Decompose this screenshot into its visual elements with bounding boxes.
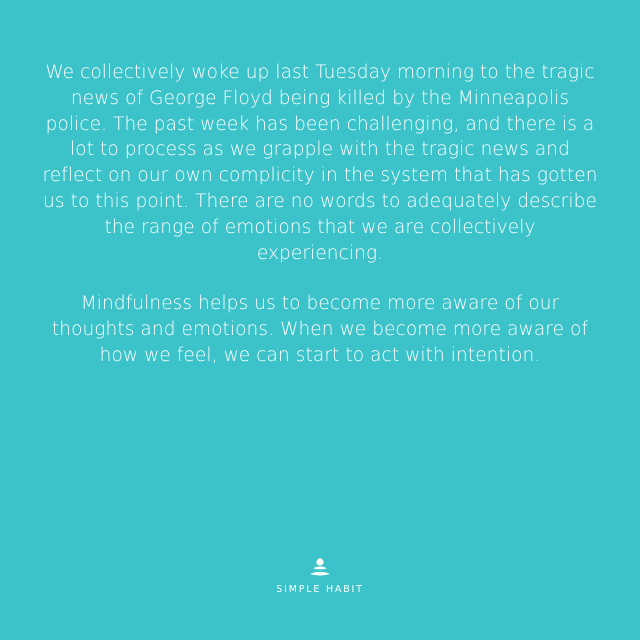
meditation-stones-icon: [308, 558, 332, 578]
simple-habit-logo: [0, 558, 640, 595]
brand-name: SIMPLE HABIT: [276, 584, 364, 595]
message-paragraph-1: We collectively woke up last Tuesday morning to the tragic news of George Floyd being killed by the Minneapolis police. The past week has been challenging, and there is a lot to process as we grapple with the tragic news and reflect on our own complicity in the system that has gotten us to this point. There are no words to adequately describe the range of emotions that we are collectively experiencing.: [42, 62, 598, 264]
message-paragraph-2: Mindfulness helps us to become more aware of our thoughts and emotions. When we become more aware of how we feel, we can start to act with intention.: [51, 293, 589, 366]
announcement-message: [40, 60, 600, 369]
